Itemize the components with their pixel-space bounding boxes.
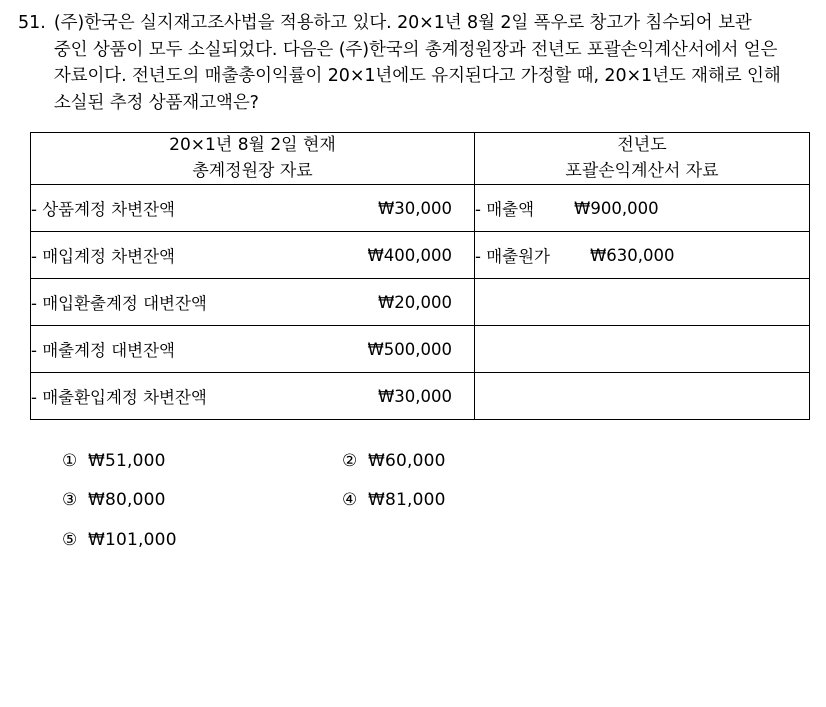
ledger-item-cell xyxy=(31,232,475,279)
table-header-right-line2: 포괄손익계산서 자료 xyxy=(565,160,719,181)
income-item-amount: ₩900,000 xyxy=(574,198,659,218)
table-row xyxy=(31,373,810,420)
income-item-cell-empty xyxy=(475,279,810,326)
table-row xyxy=(31,185,810,232)
ledger-item-cell xyxy=(31,373,475,420)
ledger-item-label: - 상품계정 차변잔액 xyxy=(31,200,175,220)
choice-text: ₩80,000 xyxy=(88,490,166,511)
table-header-right-line1: 전년도 xyxy=(617,135,667,156)
income-item-label: - 매출원가 xyxy=(475,247,550,267)
table-header-row xyxy=(31,133,810,185)
question-text: (주)한국은 실지재고조사법을 적용하고 있다. 20×1년 8월 2일 폭우로 창고가 침수되어 보관 중인 상품이 모두 소실되었다. 다음은 (주)한국의 총계정원장과 전년도 포괄손익계산서에서 얻은 자료이다. 전년도의 매출총이익률이 20×1년에도 유지된다고 가정할 때, 20×1년도 재해로 인해 소실된 추정 상품재고액은? xyxy=(53,13,781,113)
question-number: 51. xyxy=(18,13,46,33)
choice-marker: ④ xyxy=(342,490,358,511)
choice-option-3[interactable] xyxy=(62,481,342,520)
choice-text: ₩101,000 xyxy=(88,529,177,550)
table-header-left-line2: 총계정원장 자료 xyxy=(192,160,313,181)
income-item-cell-empty xyxy=(475,326,810,373)
choice-option-2[interactable] xyxy=(342,442,622,481)
ledger-item-cell xyxy=(31,185,475,232)
income-item-cell xyxy=(475,185,810,232)
ledger-item-amount: ₩30,000 xyxy=(377,386,453,406)
choice-marker: ⑤ xyxy=(62,529,78,550)
choice-text: ₩51,000 xyxy=(88,451,166,472)
choice-option-5[interactable] xyxy=(62,521,342,560)
choice-text: ₩60,000 xyxy=(368,451,446,472)
choice-marker: ③ xyxy=(62,490,78,511)
choice-marker: ① xyxy=(62,451,78,472)
income-item-cell xyxy=(475,232,810,279)
table-row xyxy=(31,232,810,279)
table-header-right xyxy=(475,133,810,185)
question-block xyxy=(18,10,808,116)
ledger-item-amount: ₩400,000 xyxy=(367,245,453,265)
answer-choices xyxy=(62,442,622,559)
ledger-item-label: - 매입계정 차변잔액 xyxy=(31,247,175,267)
ledger-item-amount: ₩20,000 xyxy=(377,292,453,312)
data-table xyxy=(30,132,810,420)
table-header-left-line1: 20×1년 8월 2일 현재 xyxy=(169,135,336,156)
table-header-left xyxy=(31,133,475,185)
ledger-item-label: - 매출환입계정 차변잔액 xyxy=(31,388,207,408)
ledger-item-cell xyxy=(31,326,475,373)
income-item-label: - 매출액 xyxy=(475,200,535,220)
choice-option-4[interactable] xyxy=(342,481,622,520)
ledger-item-label: - 매입환출계정 대변잔액 xyxy=(31,294,207,314)
ledger-item-label: - 매출계정 대변잔액 xyxy=(31,341,175,361)
choice-text: ₩81,000 xyxy=(368,490,446,511)
ledger-item-amount: ₩500,000 xyxy=(367,339,453,359)
income-item-amount: ₩630,000 xyxy=(589,245,675,265)
choice-option-1[interactable] xyxy=(62,442,342,481)
table-row xyxy=(31,279,810,326)
ledger-item-cell xyxy=(31,279,475,326)
income-item-cell-empty xyxy=(475,373,810,420)
choice-marker: ② xyxy=(342,451,358,472)
table-row xyxy=(31,326,810,373)
ledger-item-amount: ₩30,000 xyxy=(377,198,453,218)
